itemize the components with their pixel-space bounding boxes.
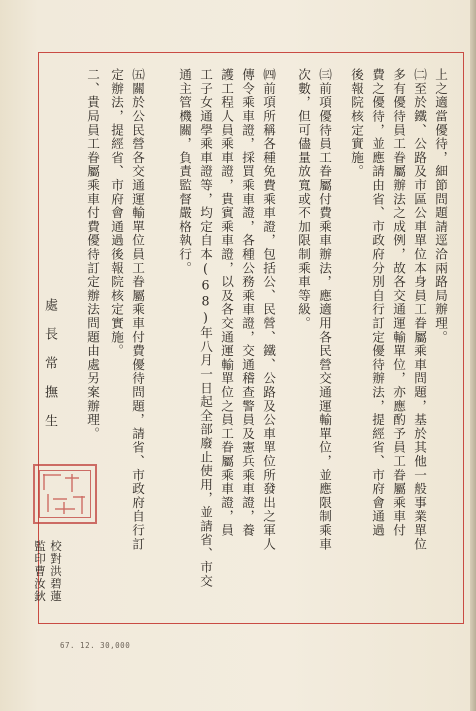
text-column-14: 定辦法，提經省、市府會通過後報院核定實施。 [109,68,124,358]
text-column-5: 後報院核定實施。 [349,68,364,179]
text-column-6: ㈢前項優待員工眷屬付費乘車辦法，應適用各民營交通運輸單位，並應限制乘車 [317,68,332,551]
text-column-12: 通主管機關，負責監督嚴格執行。 [177,68,192,275]
print-code: 67. 12. 30,000 [60,641,131,650]
text-column-2: ㈡至於鐵、公路及市區公車單位本身員工眷屬乘車問題，基於其他一般事業單位 [412,68,427,551]
text-column-3: 多有優待員工眷屬辦法之成例，故各交通運輸單位，亦應酌予員工眷屬乘車付 [391,68,406,538]
text-column-9: 傳令乘車證，採買乘車證，各種公務乘車證，交通稽查警員及憲兵乘車證，養 [240,68,255,538]
page-edge [470,0,476,711]
seal-supervisor-label: 監印曹汝鈥 [33,540,47,603]
text-column-10: 護工程人員乘車證，貴賓乘車證，以及各交通運輸單位之員工眷屬乘車證，員 [219,68,234,538]
text-column-7: 次數，但可儘量放寬或不加限制乘車等級。 [296,68,311,331]
text-column-4: 費之優待，並應請由省、市政府分別自行訂定優待辦法，提經省、市府會通過 [370,68,385,538]
text-column-1: 上之適當優待，細節問題請逕洽兩路局辦理。 [433,68,448,344]
text-column-11: 工子女通學乘車證等，均定自本(68)年八月一日起全部廢止使用，並請省、市交 [198,68,213,589]
proofreader-label: 校對洪碧蓮 [49,540,63,603]
text-column-15: 二、貴局員工眷屬乘車付費優待訂定辦法問題由處另案辦理。 [85,68,100,441]
official-seal [33,464,97,524]
director-signature: 處長常撫生 [42,298,57,443]
text-column-13: ㈤關於公民營各交通運輸單位員工眷屬乘車付費優待問題，請省、市政府自行訂 [130,68,145,551]
text-column-8: ㈣前項所稱各種免費乘車證，包括公、民營、鐵、公路及公車單位所發出之軍人 [261,68,276,551]
